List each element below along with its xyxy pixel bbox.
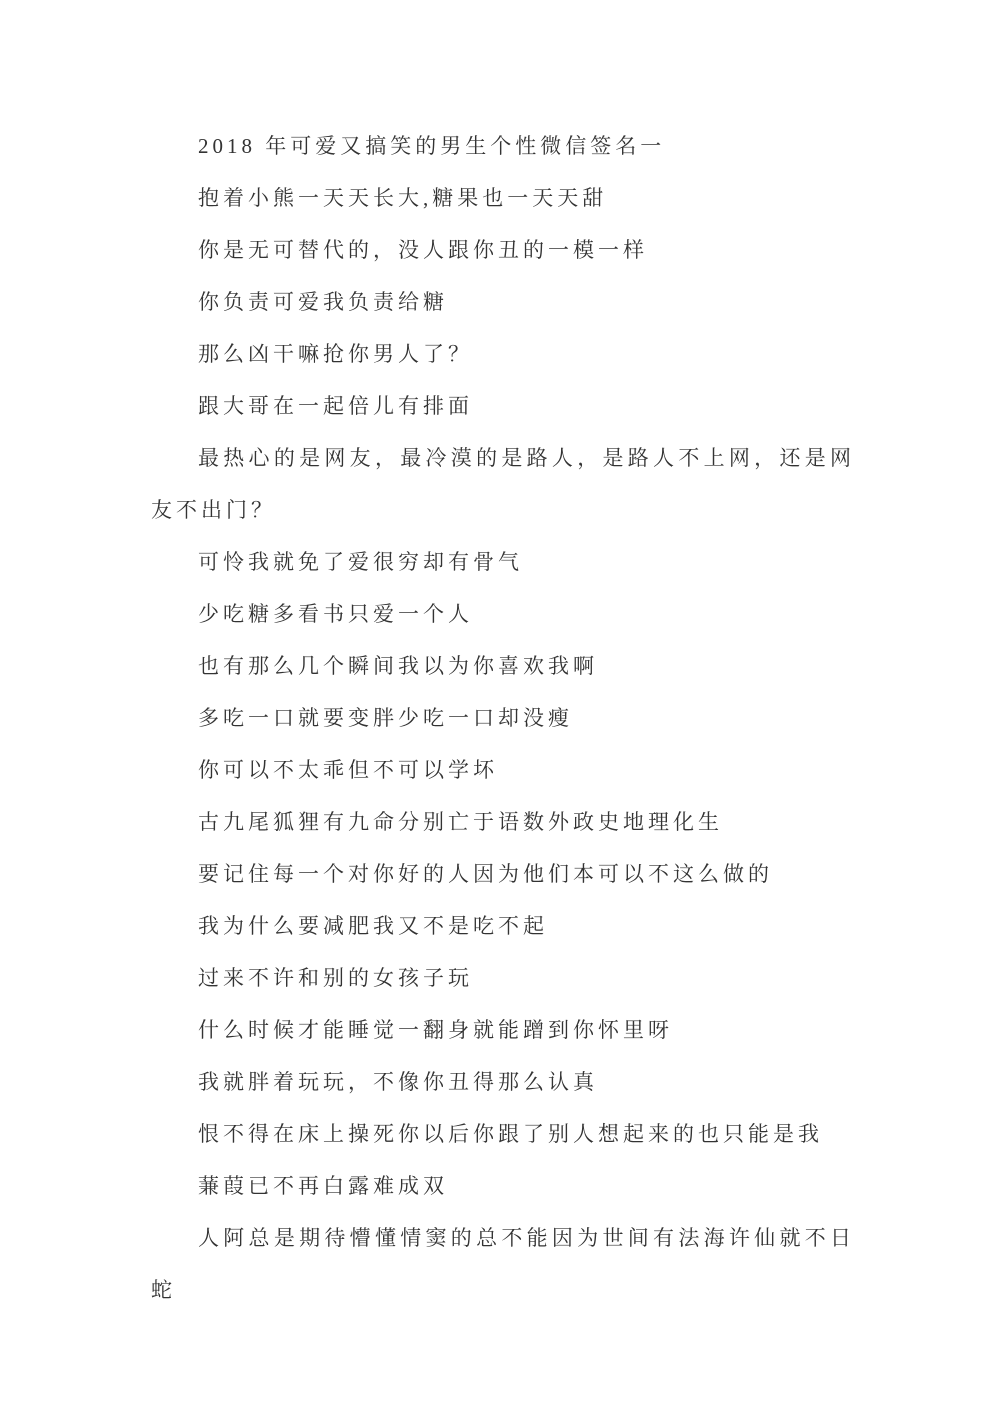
paragraph: 蒹葭已不再白露难成双 bbox=[198, 1174, 448, 1198]
paragraph: 人阿总是期待懵懂情窦的总不能因为世间有法海许仙就不日蛇 bbox=[151, 1226, 855, 1302]
paragraph: 要记住每一个对你好的人因为他们本可以不这么做的 bbox=[198, 862, 773, 886]
paragraph: 2018 年可爱又搞笑的男生个性微信签名一 bbox=[198, 134, 666, 158]
paragraph: 少吃糖多看书只爱一个人 bbox=[198, 602, 473, 626]
paragraph: 抱着小熊一天天长大,糖果也一天天甜 bbox=[198, 186, 608, 210]
paragraph: 也有那么几个瞬间我以为你喜欢我啊 bbox=[198, 654, 598, 678]
paragraph: 那么凶干嘛抢你男人了？ bbox=[198, 342, 473, 366]
paragraph: 最热心的是网友，最冷漠的是路人，是路人不上网，还是网友不出门？ bbox=[151, 446, 855, 522]
paragraph: 你可以不太乖但不可以学坏 bbox=[198, 758, 498, 782]
paragraph: 你是无可替代的，没人跟你丑的一模一样 bbox=[198, 238, 648, 262]
paragraph: 古九尾狐狸有九命分别亡于语数外政史地理化生 bbox=[198, 810, 723, 834]
paragraph: 我就胖着玩玩，不像你丑得那么认真 bbox=[198, 1070, 598, 1094]
paragraph: 恨不得在床上操死你以后你跟了别人想起来的也只能是我 bbox=[198, 1122, 823, 1146]
paragraph: 你负责可爱我负责给糖 bbox=[198, 290, 448, 314]
paragraph: 可怜我就免了爱很穷却有骨气 bbox=[198, 550, 523, 574]
paragraph: 跟大哥在一起倍儿有排面 bbox=[198, 394, 473, 418]
paragraph: 多吃一口就要变胖少吃一口却没瘦 bbox=[198, 706, 573, 730]
paragraph: 我为什么要减肥我又不是吃不起 bbox=[198, 914, 548, 938]
paragraph: 过来不许和别的女孩子玩 bbox=[198, 966, 473, 990]
paragraph: 什么时候才能睡觉一翻身就能蹭到你怀里呀 bbox=[198, 1018, 673, 1042]
